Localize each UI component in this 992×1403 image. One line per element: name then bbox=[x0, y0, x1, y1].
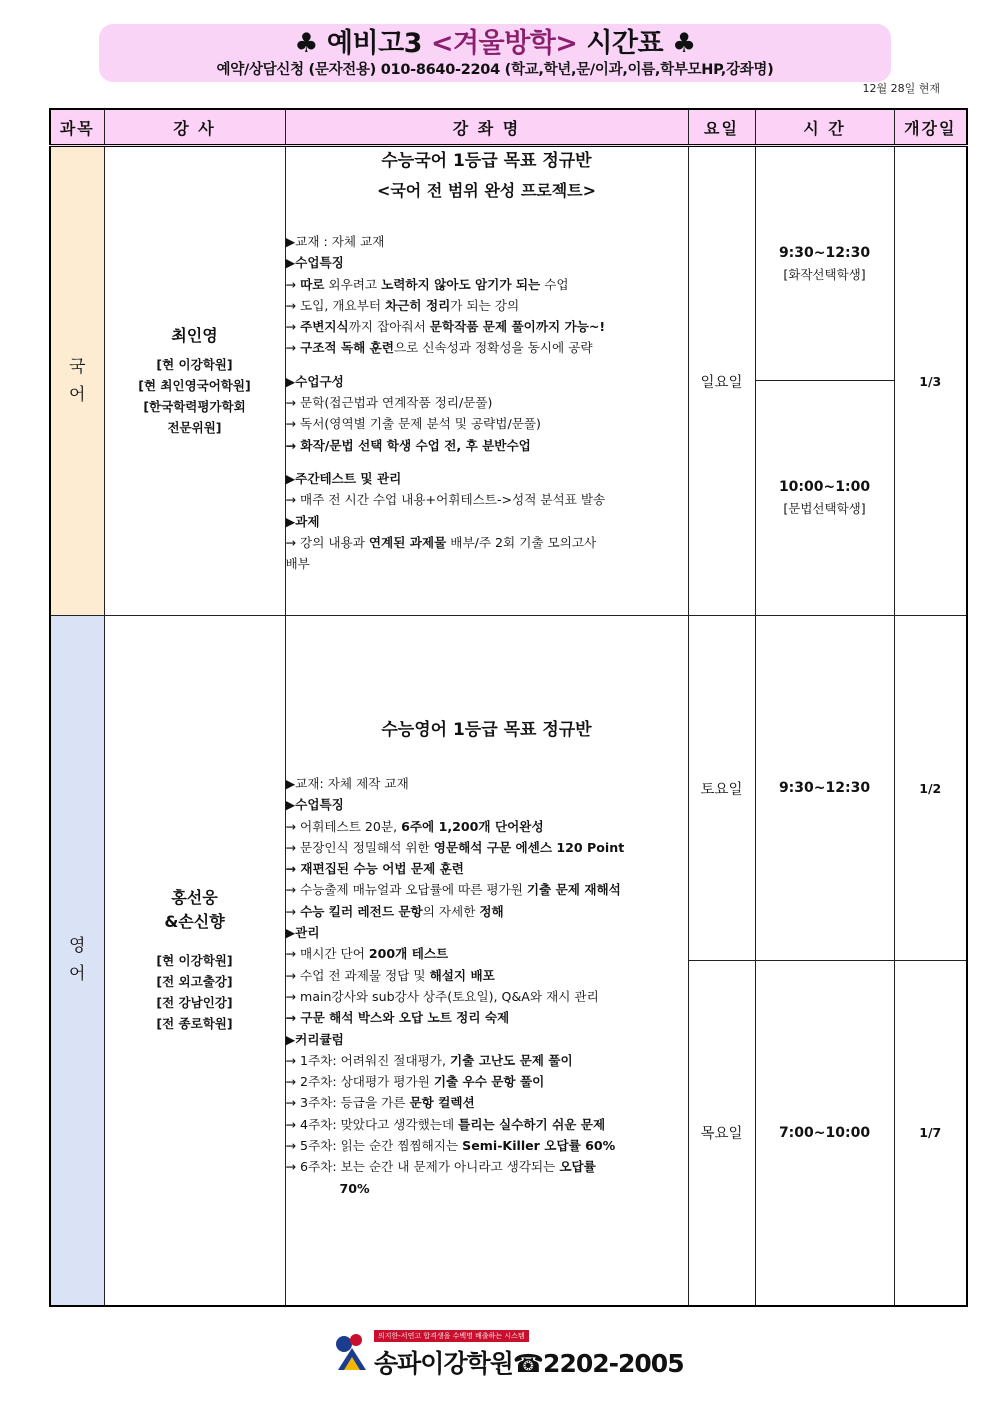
course-title: 수능국어 1등급 목표 정규반 bbox=[381, 151, 592, 171]
subject-korean: 국 어 bbox=[50, 146, 104, 616]
course-subtitle: <국어 전 범위 완성 프로젝트> bbox=[376, 181, 597, 200]
subject-english: 영 어 bbox=[50, 616, 104, 1306]
col-teacher: 강 사 bbox=[104, 109, 285, 146]
footer bbox=[330, 1328, 684, 1380]
timetable bbox=[49, 108, 968, 1307]
col-time: 시 간 bbox=[755, 109, 894, 146]
footer-motto: 의지한-서연고 합격생을 수백명 배출하는 시스템 bbox=[374, 1330, 529, 1342]
start-korean: 1/3 bbox=[894, 146, 967, 616]
teacher-english: 홍선웅 &손신향 [현 이강학원] [전 외고출강] [전 강남인강] [전 종로학원] bbox=[104, 616, 285, 1306]
table-row bbox=[50, 616, 967, 961]
course-korean: 수능국어 1등급 목표 정규반 <국어 전 범위 완성 프로젝트> ▶교재 : 자체 교재 ▶수업특징 → 따로 외우려고 노력하지 않아도 암기가 되는 수업 → 도입, 개요부터 차근히 정리가 되는 강의 → 주변지식까지 잡아줘서 문학작품 문제 풀이까지 가능~! → 구조적 독해 훈련으로 신속성과 정확성을 동시에 공략 ▶수업구성 → 문학(접근법과 연계작품 정리/문풀) → 독서(영역별 기출 문제 분석 및 공략법/문풀) → 화작/문법 선택 학생 수업 전, 후 분반수업 ▶주간테스트 및 관리 → 매주 전 시간 수업 내용+어휘테스트->성적 분석표 발송 ▶과제 → 강의 내용과 연계된 과제물 배부/주 2회 기출 모의고사 배부 bbox=[285, 146, 688, 616]
time-korean-2: 10:00~1:00 [문법선택학생] bbox=[755, 381, 894, 616]
day-korean: 일요일 bbox=[688, 146, 755, 616]
page-title: ♣ 예비고3 <겨울방학> 시간표 ♣ bbox=[294, 28, 696, 59]
teacher-name: &손신향 bbox=[164, 912, 225, 932]
time-english-2: 7:00~10:00 bbox=[755, 961, 894, 1306]
academy-logo-icon bbox=[330, 1330, 374, 1376]
title-banner bbox=[99, 24, 891, 82]
start-english-1: 1/2 bbox=[894, 616, 967, 961]
col-start: 개강일 bbox=[894, 109, 967, 146]
teacher-name: 홍선웅 bbox=[171, 888, 218, 908]
teacher-name: 최인영 bbox=[171, 326, 218, 345]
day-english-2: 목요일 bbox=[688, 961, 755, 1306]
table-row bbox=[50, 146, 967, 381]
col-day: 요일 bbox=[688, 109, 755, 146]
day-english-1: 토요일 bbox=[688, 616, 755, 961]
academy-name: 송파이강학원☎2202-2005 bbox=[374, 1349, 684, 1378]
teacher-korean: 최인영 [현 이강학원] [현 최인영국어학원] [한국학력평가학회 전문위원] bbox=[104, 146, 285, 616]
contact-subtitle: 예약/상담신청 (문자전용) 010-8640-2204 (학교,학년,문/이과,이름,학부모HP,강좌명) bbox=[216, 62, 774, 78]
col-course: 강 좌 명 bbox=[285, 109, 688, 146]
course-title: 수능영어 1등급 목표 정규반 bbox=[381, 720, 592, 740]
time-korean-1: 9:30~12:30 [화작선택학생] bbox=[755, 146, 894, 381]
as-of-date: 12월 28일 현재 bbox=[862, 82, 940, 95]
time-english-1: 9:30~12:30 bbox=[755, 616, 894, 961]
header-row bbox=[50, 109, 967, 146]
academy-phone: ☎2202-2005 bbox=[512, 1349, 684, 1378]
start-english-2: 1/7 bbox=[894, 961, 967, 1306]
col-subject: 과목 bbox=[50, 109, 104, 146]
course-english: 수능영어 1등급 목표 정규반 ▶교재: 자체 제작 교재 ▶수업특징 → 어휘테스트 20분, 6주에 1,200개 단어완성 → 문장인식 정밀해석 위한 영문해석 구문 에센스 120 Point → 재편집된 수능 어법 문제 훈련 → 수능출제 매뉴얼과 오답률에 따른 평가원 기출 문제 재해석 → 수능 킬러 레전드 문항의 자세한 정해 ▶관리 → 매시간 단어 200개 테스트 → 수업 전 과제물 정답 및 해설지 배포 → main강사와 sub강사 상주(토요일), Q&A와 재시 관리 → 구문 해석 박스와 오답 노트 정리 숙제 ▶커리큘럼 → 1주차: 어려워진 절대평가, 기출 고난도 문제 풀이 → 2주차: 상대평가 평가원 기출 우수 문항 풀이 → 3주차: 등급을 가른 문항 컬렉션 → 4주차: 맞았다고 생각했는데 틀리는 실수하기 쉬운 문제 → 5주차: 읽는 순간 찜찜해지는 Semi-Killer 오답률 60% → 6주차: 보는 순간 내 문제가 아니라고 생각되는 오답률 70% bbox=[285, 616, 688, 1306]
